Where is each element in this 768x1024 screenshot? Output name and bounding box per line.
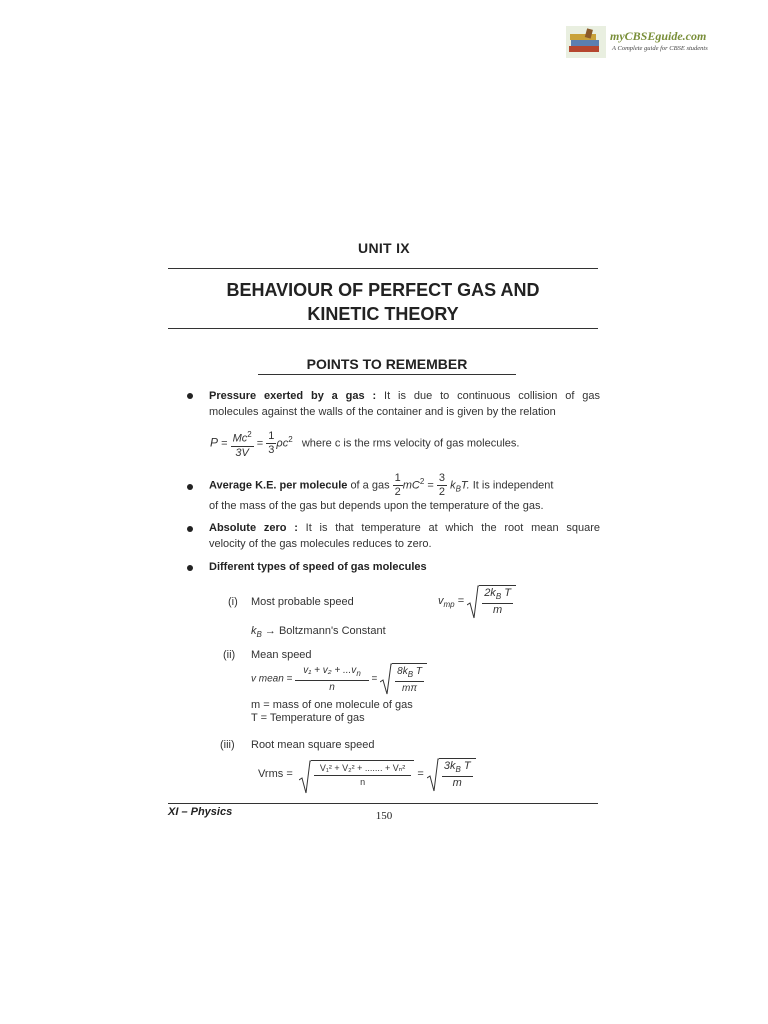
ke-eq: = — [427, 479, 434, 492]
logo-tagline: A Complete guide for CBSE students — [612, 45, 708, 52]
boltzmann-note — [251, 623, 386, 643]
formula-eq2: = — [256, 437, 264, 450]
bullet-dot — [187, 565, 193, 571]
vrms-rad-den: m — [452, 777, 462, 790]
vmp-rad-num: 2k — [484, 587, 496, 599]
threehalf-den: 2 — [438, 486, 446, 498]
vmean-den: n — [329, 682, 335, 693]
formula-third — [266, 430, 276, 457]
vrms-num: V₁² + V₂² + ....... + Vₙ² — [314, 762, 411, 776]
formula-num: Mc — [232, 432, 248, 445]
vmean-eq1: = — [286, 673, 293, 685]
footer-rule — [168, 803, 598, 804]
vrms-rad-num: 3k — [443, 760, 456, 772]
vmp-lhs: v — [438, 595, 444, 607]
formula-where: where c is the rms velocity of gas molecules. — [301, 437, 520, 450]
ke-exp: 2 — [419, 476, 425, 486]
chapter-title — [168, 278, 598, 326]
pressure-formula — [210, 428, 519, 460]
speed-types-head-text: Different types of speed of gas molecules — [209, 561, 427, 573]
half-den: 2 — [394, 486, 401, 498]
vmean-rad-sub: B — [407, 670, 414, 679]
mass-note: m = mass of one molecule of gas — [251, 699, 413, 711]
vrms-sqrt-right — [427, 758, 476, 790]
vrms-rad-sub: B — [455, 765, 461, 775]
pressure-text2: molecules against the walls of the container and is given by the relation — [209, 406, 556, 418]
bullet-dot — [187, 393, 193, 399]
item-ii-label: Mean speed — [251, 649, 312, 661]
sqrt-sign-icon — [427, 758, 439, 792]
half-num: 1 — [394, 472, 401, 484]
page-number: 150 — [375, 810, 393, 822]
formula-p: P — [210, 435, 219, 450]
ke-mc: mC — [402, 479, 420, 492]
item-i-label: Most probable speed — [251, 596, 354, 608]
kb-sub: B — [256, 630, 262, 640]
ke-post: It is independent — [472, 479, 554, 492]
absolute-zero-text2: velocity of the gas molecules reduces to zero. — [209, 538, 432, 550]
vmp-sqrt — [467, 585, 516, 617]
absolute-zero-line1 — [209, 520, 600, 536]
vmp-eq: = — [457, 595, 465, 607]
formula-rho: ρc — [276, 437, 289, 450]
title-top-rule — [168, 268, 598, 269]
formula-rho-exp: 2 — [288, 435, 293, 445]
vmean-rad-t: T — [415, 666, 422, 677]
title-bottom-rule — [168, 328, 598, 329]
vmp-formula — [438, 585, 516, 617]
sqrt-sign-icon — [380, 663, 392, 695]
vmean-num: v₁ + v₂ + ...v — [303, 665, 357, 676]
vmean-sqrt — [380, 663, 427, 695]
third-den: 3 — [268, 444, 275, 457]
temperature-note: T = Temperature of gas — [251, 712, 365, 724]
bullet-dot — [187, 484, 193, 490]
sqrt-sign-icon — [299, 760, 311, 794]
bullet-dot — [187, 526, 193, 532]
vmp-rad-t: T — [504, 587, 511, 599]
logo-name: myCBSEguide.com — [610, 29, 707, 43]
vmean-rad-num: 8k — [397, 666, 408, 677]
kb-text: Boltzmann's Constant — [278, 625, 386, 637]
footer-book: XI – Physics — [168, 806, 233, 818]
pressure-line1 — [209, 388, 600, 404]
vrms-rad-t: T — [463, 760, 471, 772]
vmean-lhs: v mean — [251, 673, 284, 685]
unit-heading: UNIT IX — [358, 240, 410, 256]
vmean-fraction — [295, 664, 369, 694]
vmean-formula — [251, 663, 427, 695]
ke-kb-sub: B — [455, 484, 461, 494]
vrms-den: n — [360, 776, 366, 787]
kb-k: k — [251, 625, 257, 637]
pressure-text1: It is due to continuous collision of gas — [384, 390, 600, 402]
item-iii-label: Root mean square speed — [251, 739, 375, 751]
item-iii-num: (iii) — [220, 739, 235, 751]
vmean-rad-den: mπ — [402, 683, 418, 694]
vrms-eq1: = — [286, 768, 293, 780]
vmp-rad-sub: B — [495, 592, 502, 602]
logo — [566, 26, 716, 58]
ke-t: T. — [460, 479, 470, 492]
vrms-sqrt-left — [299, 760, 414, 789]
item-ii-num: (ii) — [223, 649, 236, 661]
formula-exp: 2 — [247, 430, 252, 439]
vmean-num-sub: n — [356, 669, 361, 678]
ke-k: k — [450, 479, 456, 492]
vmean-eq2: = — [371, 673, 378, 685]
item-i-num: (i) — [228, 596, 238, 608]
speed-types-head — [209, 559, 427, 575]
vrms-lhs: Vrms — [258, 768, 284, 780]
ke-threehalf — [437, 472, 447, 499]
formula-den: 3V — [235, 446, 249, 459]
ke-line1 — [209, 472, 600, 499]
threehalf-num: 3 — [438, 472, 446, 484]
books-logo-icon — [566, 26, 606, 58]
chapter-title-line1: BEHAVIOUR OF PERFECT GAS AND — [226, 280, 540, 300]
formula-fraction — [231, 428, 254, 460]
ke-line2: of the mass of the gas but depends upon the temperature of the gas. — [209, 500, 544, 512]
absolute-zero-head: Absolute zero : — [209, 522, 298, 534]
vrms-eq2: = — [417, 768, 424, 780]
pressure-head: Pressure exerted by a gas : — [209, 390, 377, 402]
vmp-sub: mp — [443, 600, 455, 610]
chapter-title-line2: KINETIC THEORY — [307, 304, 459, 324]
section-heading: POINTS TO REMEMBER — [258, 356, 516, 375]
ke-head: Average K.E. per molecule — [209, 479, 348, 492]
ke-half — [393, 472, 403, 499]
formula-eq: = — [221, 437, 228, 450]
ke-pre: of a gas — [350, 479, 390, 492]
right-arrow-icon: → — [264, 625, 276, 637]
third-num: 1 — [268, 430, 275, 443]
vmp-rad-den: m — [492, 604, 503, 617]
vrms-formula — [258, 758, 476, 790]
sqrt-sign-icon — [467, 585, 479, 619]
absolute-zero-text1: It is that temperature at which the root mean square — [305, 522, 601, 534]
